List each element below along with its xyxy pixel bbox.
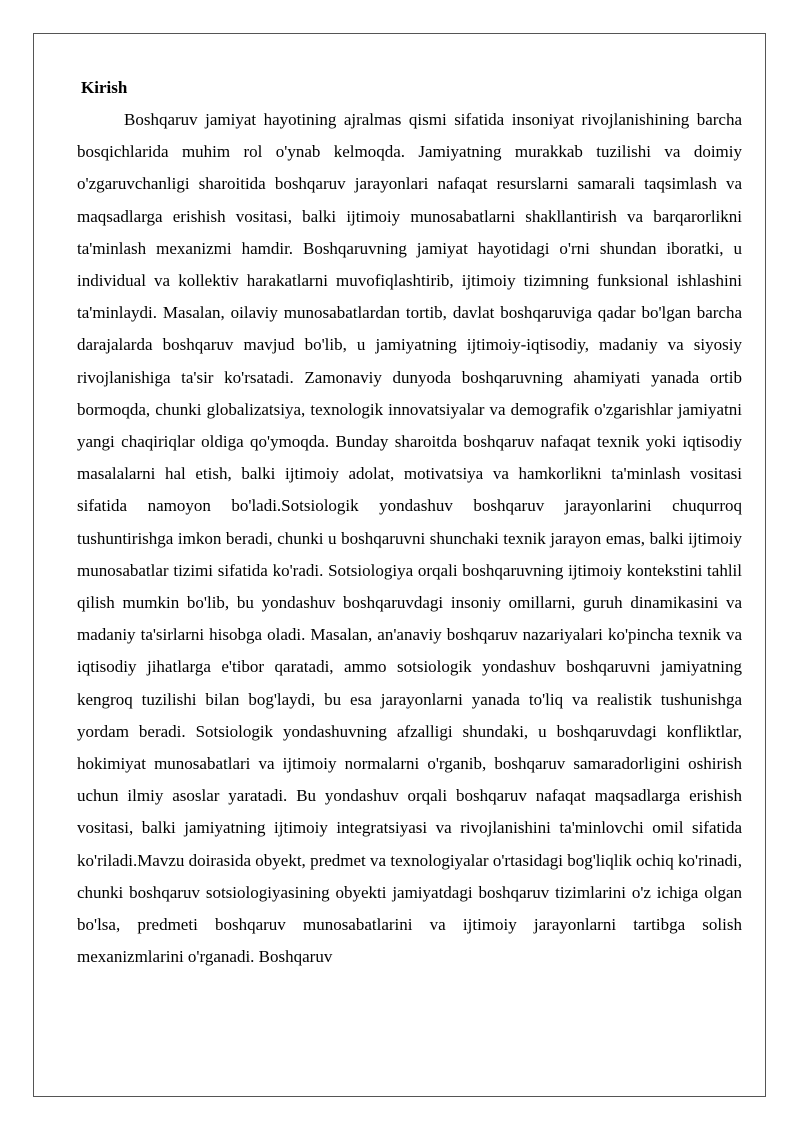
- document-body: [77, 72, 742, 973]
- section-heading: Kirish: [81, 78, 128, 97]
- body-paragraph: Boshqaruv jamiyat hayotining ajralmas qismi sifatida insoniyat rivojlanishining barcha bosqichlarida muhim rol o'ynab kelmoqda. Jamiyatning murakkab tuzilishi va doimiy o'zgaruvchanligi sharoitida boshqaruv jarayonlari nafaqat resurslarni samarali taqsimlash va maqsadlarga erishish vositasi, balki ijtimoiy munosabatlarni shakllantirish va barqarorlikni ta'minlash mexanizmi hamdir. Boshqaruvning jamiyat hayotidagi o'rni shundan iboratki, u individual va kollektiv harakatlarni muvofiqlashtirib, ijtimoiy tizimning funksional ishlashini ta'minlaydi. Masalan, oilaviy munosabatlardan tortib, davlat boshqaruviga qadar bo'lgan barcha darajalarda boshqaruv mavjud bo'lib, u jamiyatning ijtimoiy-iqtisodiy, madaniy va siyosiy rivojlanishiga ta'sir ko'rsatadi. Zamonaviy dunyoda boshqaruvning ahamiyati yanada ortib bormoqda, chunki globalizatsiya, texnologik innovatsiyalar va demografik o'zgarishlar jamiyatni yangi chaqiriqlar oldiga qo'ymoqda. Bunday sharoitda boshqaruv nafaqat texnik yoki iqtisodiy masalalarni hal etish, balki ijtimoiy adolat, motivatsiya va hamkorlikni ta'minlash vositasi sifatida namoyon bo'ladi.Sotsiologik yondashuv boshqaruv jarayonlarini chuqurroq tushuntirishga imkon beradi, chunki u boshqaruvni shunchaki texnik jarayon emas, balki ijtimoiy munosabatlar tizimi sifatida ko'radi. Sotsiologiya orqali boshqaruvning ijtimoiy kontekstini tahlil qilish mumkin bo'lib, bu yondashuv boshqaruvdagi insoniy omillarni, guruh dinamikasini va madaniy ta'sirlarni hisobga oladi. Masalan, an'anaviy boshqaruv nazariyalari ko'pincha texnik va iqtisodiy jihatlarga e'tibor qaratadi, ammo sotsiologik yondashuv boshqaruvni jamiyatning kengroq tuzilishi bilan bog'laydi, bu esa jarayonlarni yanada to'liq va realistik tushunishga yordam beradi. Sotsiologik yondashuvning afzalligi shundaki, u boshqaruvdagi konfliktlar, hokimiyat munosabatlari va ijtimoiy normalarni o'rganib, boshqaruv samaradorligini oshirish uchun ilmiy asoslar yaratadi. Bu yondashuv orqali boshqaruv nafaqat maqsadlarga erishish vositasi, balki jamiyatning ijtimoiy integratsiyasi va rivojlanishini ta'minlovchi omil sifatida ko'riladi.Mavzu doirasida obyekt, predmet va texnologiyalar o'rtasidagi bog'liqlik ochiq ko'rinadi, chunki boshqaruv sotsiologiyasining obyekti jamiyatdagi boshqaruv tizimlarini o'z ichiga olgan bo'lsa, predmeti boshqaruv munosabatlarini va ijtimoiy jarayonlarni tartibga solish mexanizmlarini o'rganadi. Boshqaruv: [77, 110, 742, 967]
